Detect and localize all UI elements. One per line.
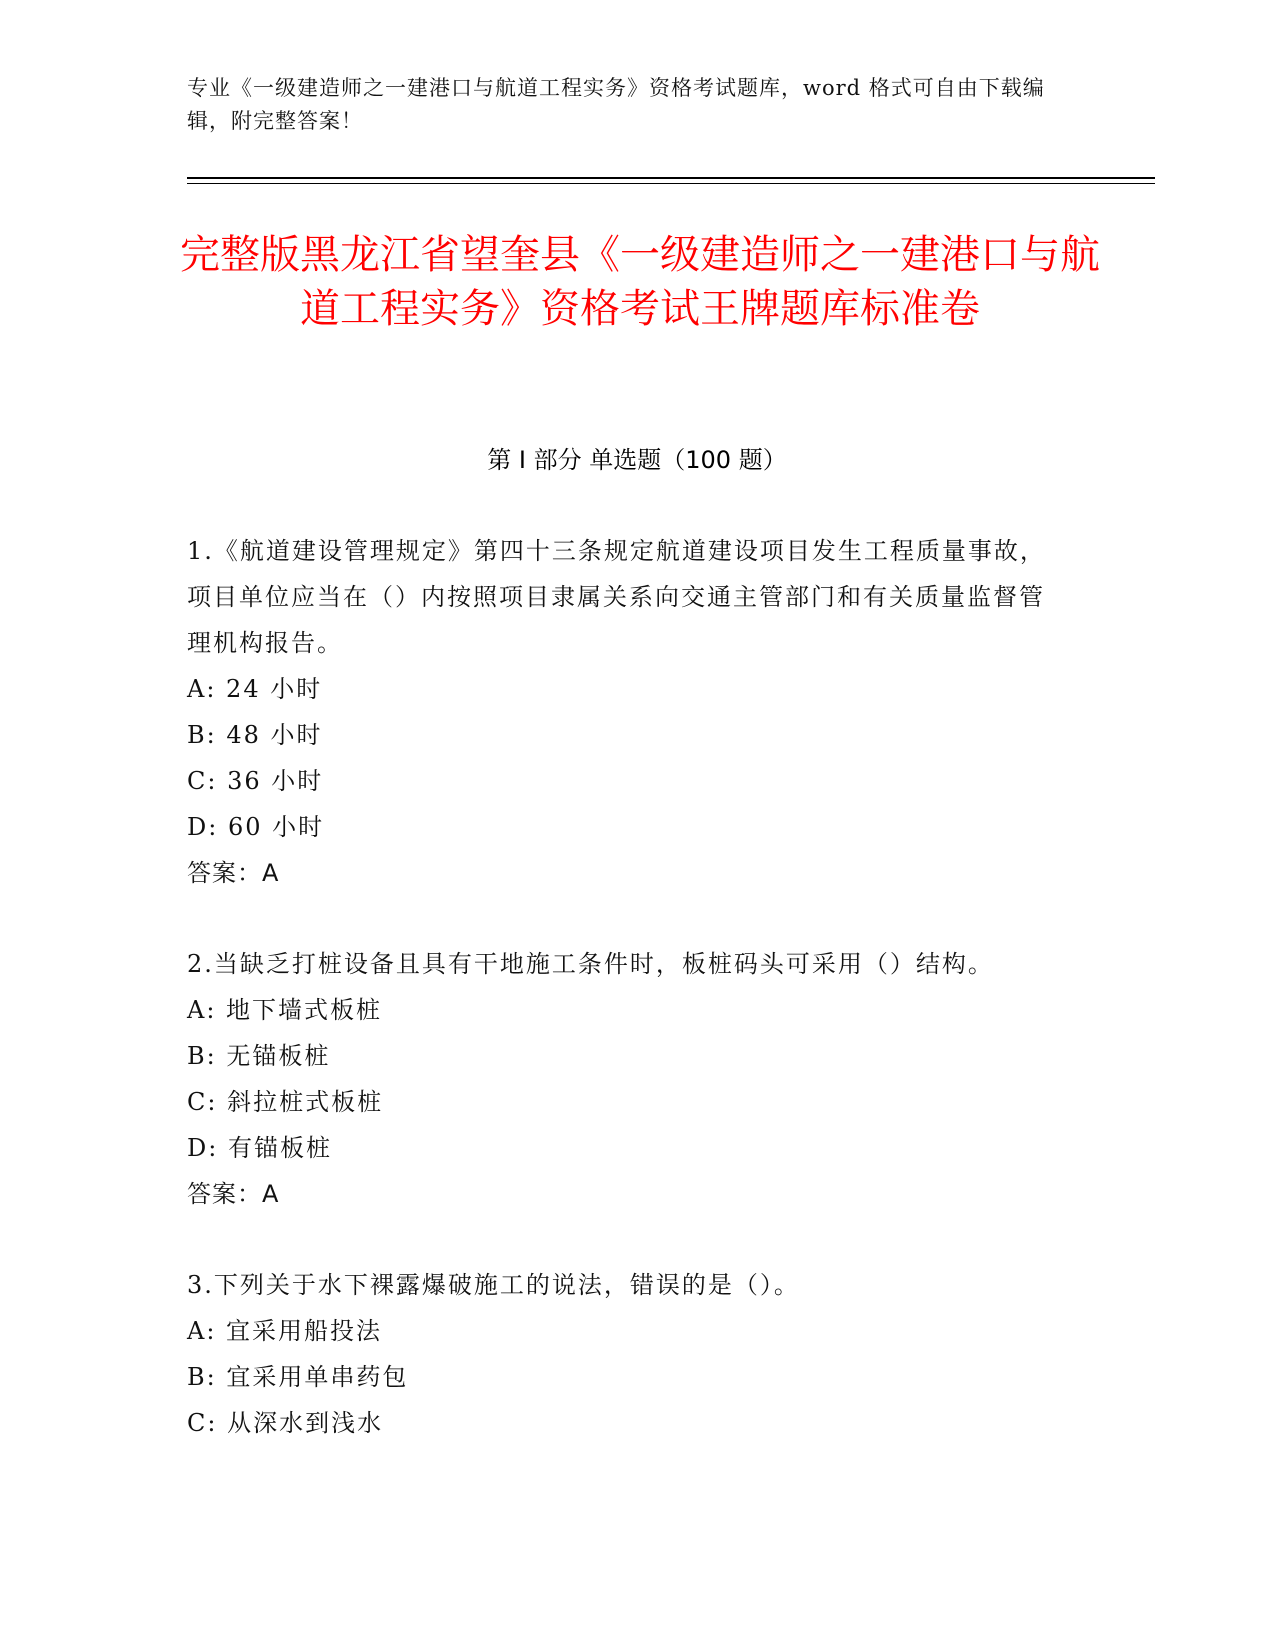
option-d: D: 60 小时 (187, 813, 325, 841)
question-2 (187, 941, 1067, 1217)
question-text: 2.当缺乏打桩设备且具有干地施工条件时，板桩码头可采用（）结构。 (187, 950, 994, 978)
question-text: 3.下列关于水下裸露爆破施工的说法，错误的是（）。 (187, 1271, 800, 1299)
option-d: D: 有锚板桩 (187, 1134, 332, 1162)
answer: 答案：A (187, 859, 280, 887)
option-c: C: 从深水到浅水 (187, 1409, 384, 1437)
document-title: 完整版黑龙江省望奎县《一级建造师之一建港口与航道工程实务》资格考试王牌题库标准卷 (180, 232, 1100, 332)
question-text: 1.《航道建设管理规定》第四十三条规定航道建设项目发生工程质量事故，项目单位应当在（）内按照项目隶属关系向交通主管部门和有关质量监督管理机构报告。 (187, 537, 1046, 657)
option-a: A: 24 小时 (187, 675, 323, 703)
answer: 答案：A (187, 1180, 280, 1208)
option-b: B: 48 小时 (187, 721, 323, 749)
question-1 (187, 528, 1067, 896)
option-c: C: 36 小时 (187, 767, 324, 795)
option-c: C: 斜拉桩式板桩 (187, 1088, 384, 1116)
header-divider-thin (187, 183, 1155, 184)
option-b: B: 宜采用单串药包 (187, 1363, 409, 1391)
header-note: 专业《一级建造师之一建港口与航道工程实务》资格考试题库，word 格式可自由下载编辑，附完整答案！ (187, 76, 1045, 133)
option-b: B: 无锚板桩 (187, 1042, 331, 1070)
option-a: A: 宜采用船投法 (187, 1317, 383, 1345)
section-heading: 第 I 部分 单选题（100 题） (487, 446, 787, 474)
question-list (187, 528, 1067, 1491)
header-divider-thick (187, 177, 1155, 179)
question-3 (187, 1262, 1067, 1446)
option-a: A: 地下墙式板桩 (187, 996, 383, 1024)
